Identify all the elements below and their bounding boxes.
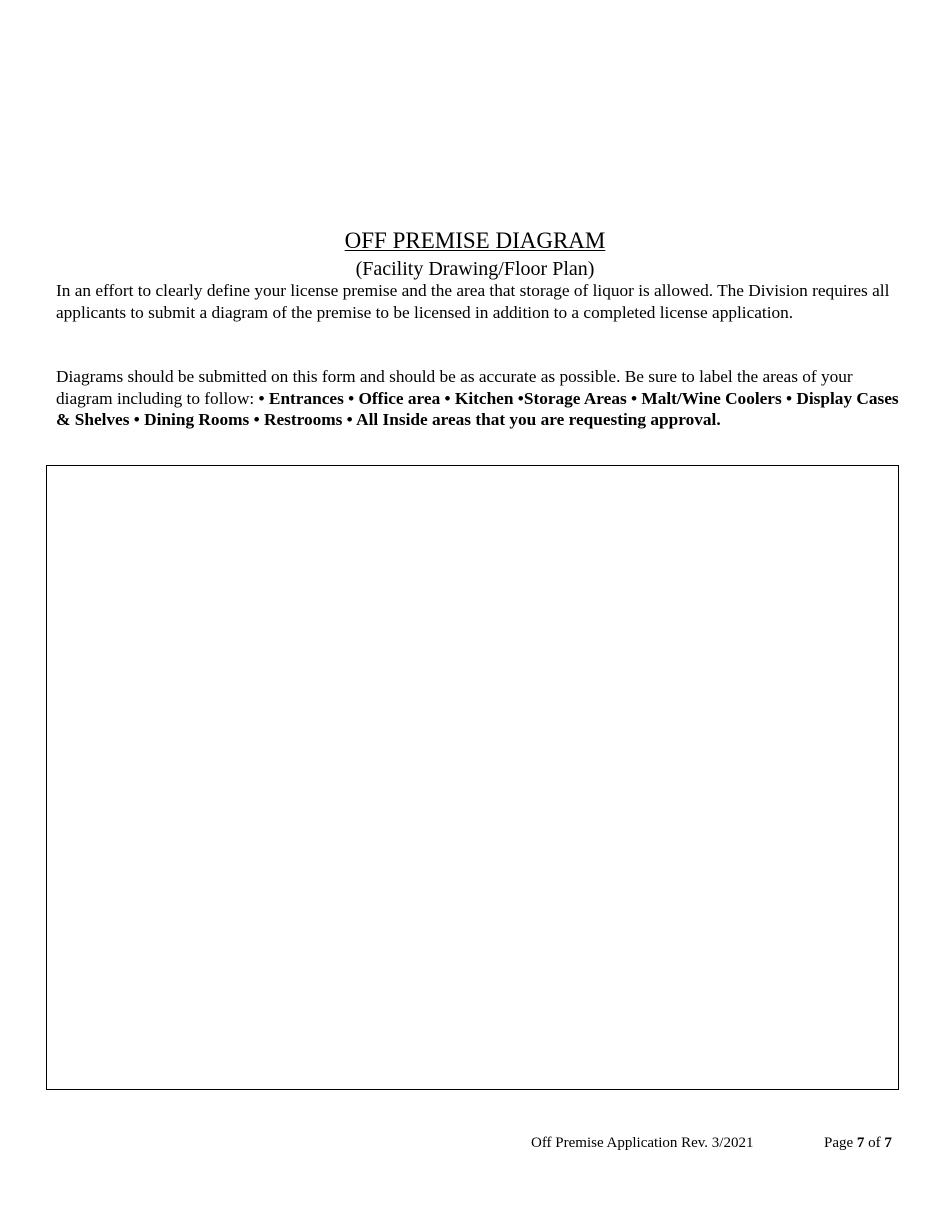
instructions-text: Diagrams should be submitted on this form and should be as accurate as possible. Be sure to label the areas of your diagram including to follow: xyxy=(56,367,853,408)
diagram-drawing-area[interactable] xyxy=(46,465,899,1090)
page-of: of xyxy=(868,1135,881,1151)
page-word: Page xyxy=(824,1135,854,1151)
page-subtitle: (Facility Drawing/Floor Plan) xyxy=(355,258,595,280)
instructions-required-areas: • Entrances • Office area • Kitchen •Storage Areas • Malt/Wine Coolers • Display Cases & Shelves • Dining Rooms • Restrooms • All Inside areas that you are requesting approval. xyxy=(56,388,899,430)
page-title: OFF PREMISE DIAGRAM xyxy=(344,228,606,253)
instructions-paragraph xyxy=(56,366,906,431)
footer-revision: Off Premise Application Rev. 3/2021 xyxy=(531,1135,754,1151)
page-current: 7 xyxy=(856,1135,865,1151)
footer-page-number xyxy=(824,1134,892,1152)
intro-paragraph: In an effort to clearly define your license premise and the area that storage of liquor is allowed. The Division requires all applicants to submit a diagram of the premise to be licensed in addition to a completed license application. xyxy=(56,281,890,322)
page-total: 7 xyxy=(884,1135,892,1151)
